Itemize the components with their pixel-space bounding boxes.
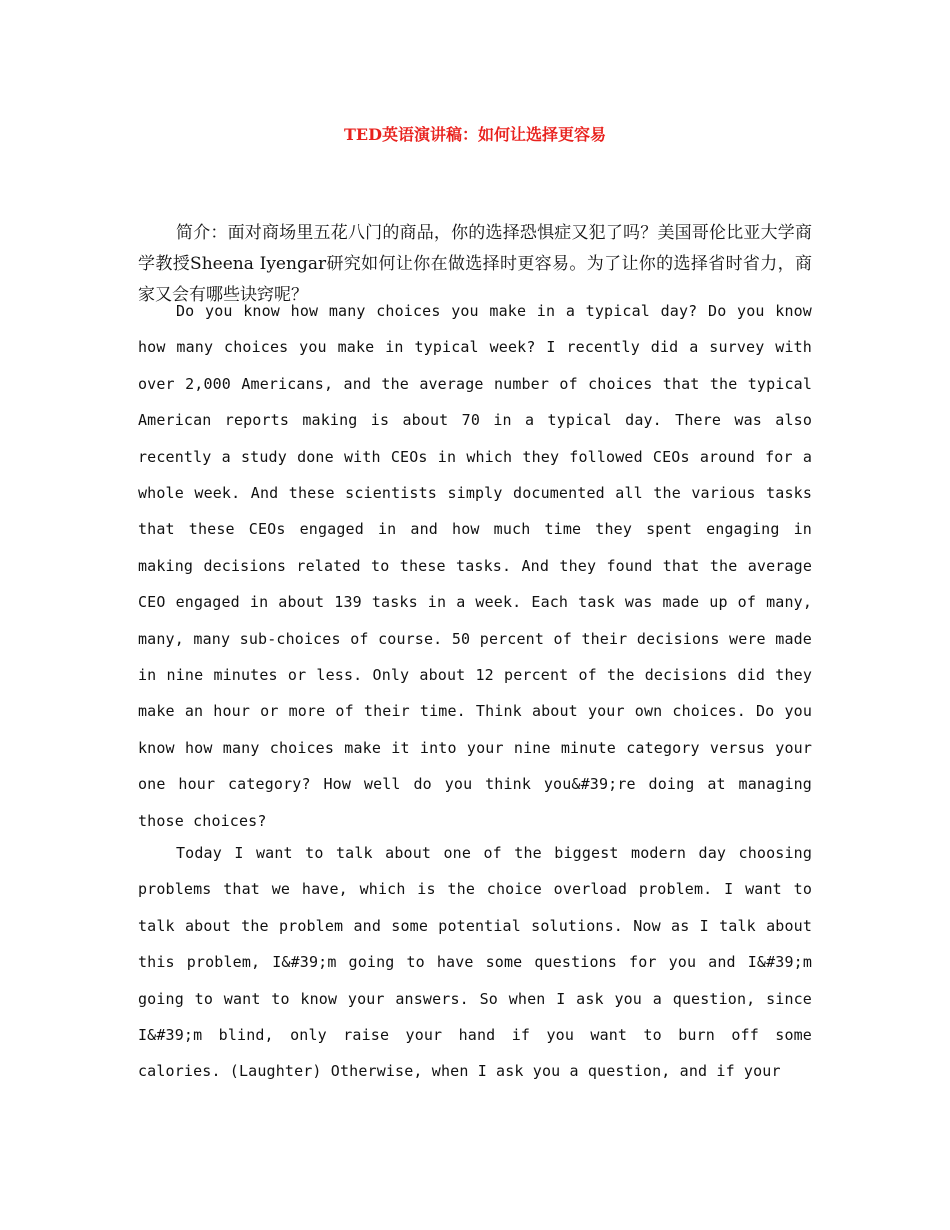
intro-paragraph: 简介：面对商场里五花八门的商品，你的选择恐惧症又犯了吗？美国哥伦比亚大学商学教授Sheena Iyengar研究如何让你在做选择时更容易。为了让你的选择省时省力，商家又会有哪些诀窍呢？ (138, 223, 812, 305)
document-title: TED英语演讲稿：如何让选择更容易 (344, 125, 606, 144)
body-paragraph-2: Today I want to talk about one of the biggest modern day choosing problems that we have, which is the choice overload problem. I want to talk about the problem and some potential solutions. Now as I talk about this problem, I&#39;m going to have some questions for you and I&#39;m going to want to know your answers. So when I ask you a question, since I&#39;m blind, only raise your hand if you want to burn off some calories. (Laughter) Otherwise, when I ask you a question, and if your (138, 844, 812, 1081)
body-paragraph-1: Do you know how many choices you make in a typical day? Do you know how many choices you make in typical week? I recently did a survey with over 2,000 Americans, and the average number of choices that the typical American reports making is about 70 in a typical day. There was also recently a study done with CEOs in which they followed CEOs around for a whole week. And these scientists simply documented all the various tasks that these CEOs engaged in and how much time they spent engaging in making decisions related to these tasks. And they found that the average CEO engaged in about 139 tasks in a week. Each task was made up of many, many, many sub-choices of course. 50 percent of their decisions were made in nine minutes or less. Only about 12 percent of the decisions did they make an hour or more of their time. Think about your own choices. Do you know how many choices make it into your nine minute category versus your one hour category? How well do you think you&#39;re doing at managing those choices? (138, 302, 812, 830)
